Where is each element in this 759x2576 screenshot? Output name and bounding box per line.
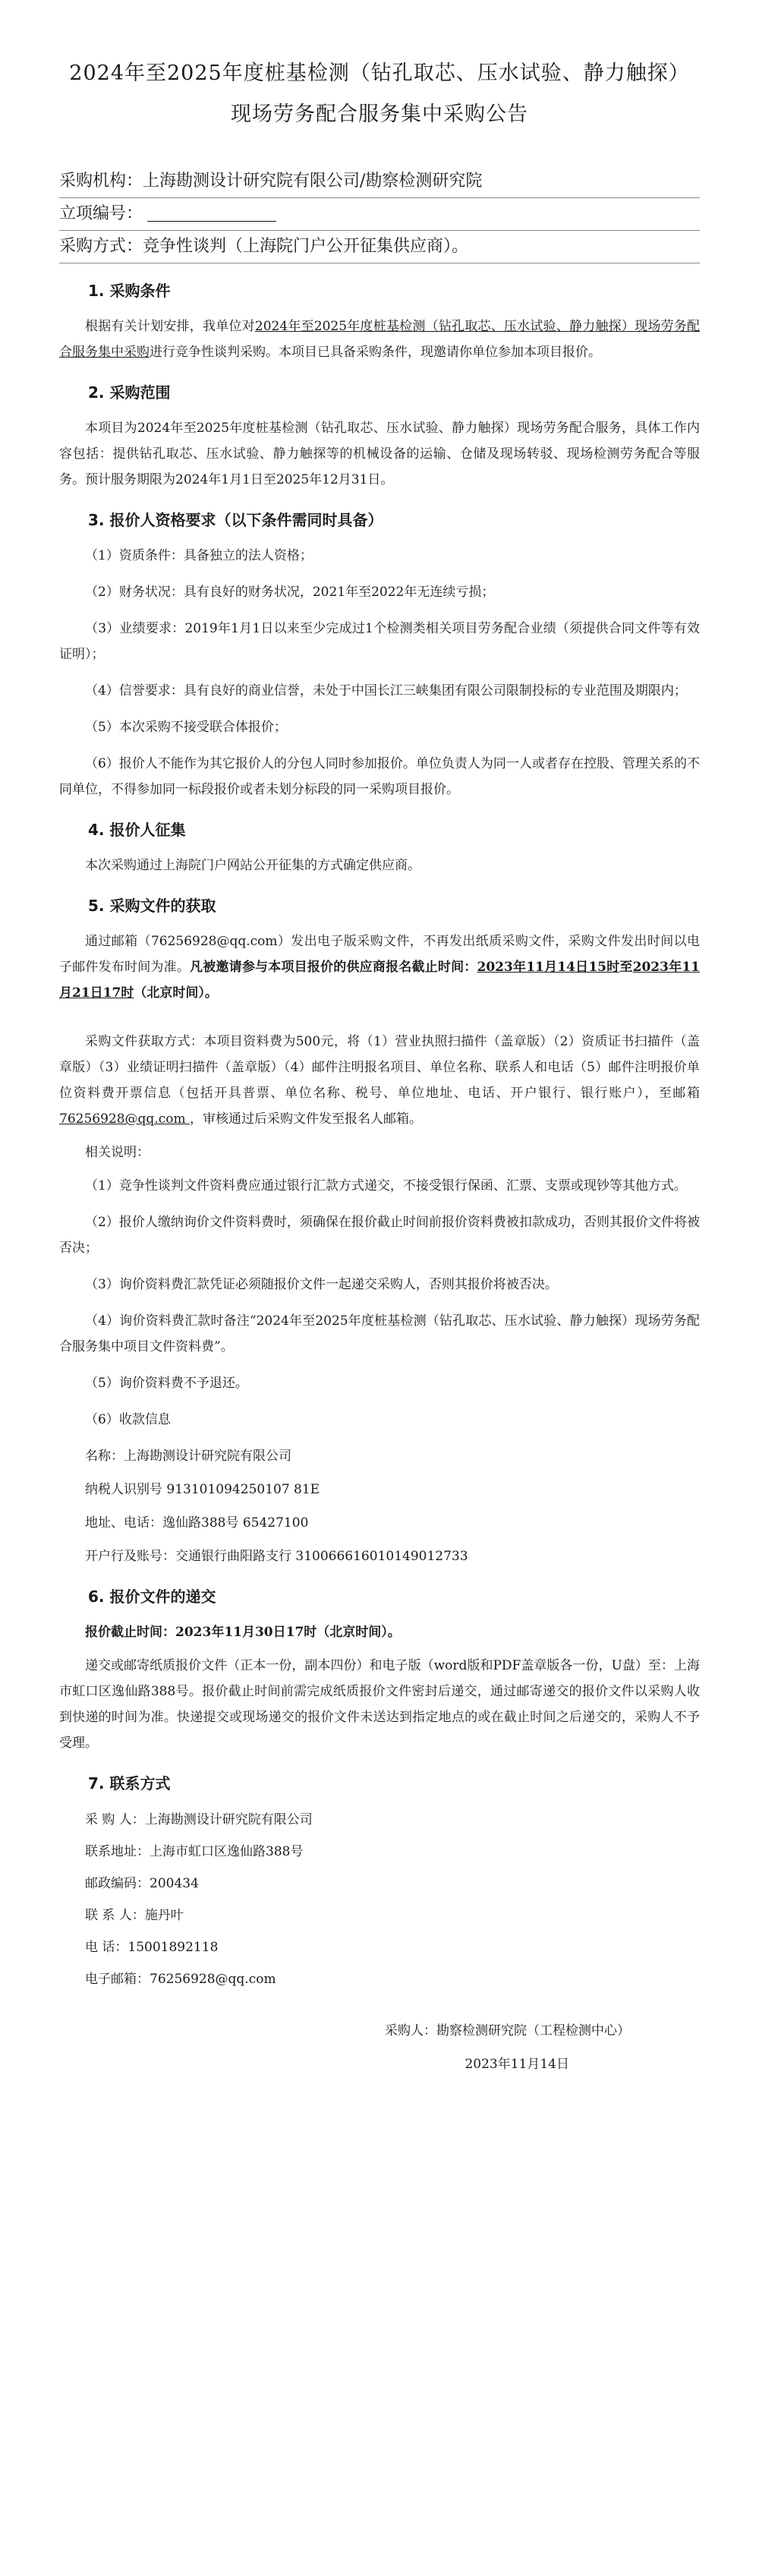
bank-tax-id: 纳税人识别号 913101094250107 81E [85,1482,320,1497]
note-item: （1）竞争性谈判文件资料费应通过银行汇款方式递交，不接受银行保函、汇票、支票或现钞等其他方式。 [85,1178,687,1193]
signature-org: 采购人：勘察检测研究院（工程检测中心） [385,2023,630,2038]
contact-row [85,1870,700,1897]
section-2-paragraph: 本项目为2024年至2025年度桩基检测（钻孔取芯、压水试验、静力触探）现场劳务配合服务，具体工作内容包括：提供钻孔取芯、压水试验、静力触探等的机械设备的运输、仓储及现场转驳、现场检测劳务配合等服务。预计服务期限为2024年1月1日至2025年12月31日。 [59,421,700,487]
bank-account: 开户行及账号：交通银行曲阳路支行 310066616010149012733 [85,1549,468,1564]
s5-bold-text: 凡被邀请参与本项目报价的供应商报名截止时间： [190,960,477,975]
section-4-title: 4. 报价人征集 [88,821,186,839]
qualification-item: （6）报价人不能作为其它报价人的分包人同时参加报价。单位负责人为同一人或者存在控股、管理关系的不同单位，不得参加同一标段报价或者未划分标段的同一采购项目报价。 [59,756,700,797]
section-1-title: 1. 采购条件 [88,282,171,300]
notes-title: 相关说明： [85,1145,150,1160]
contact-row [85,1838,700,1865]
s5-p2-pre: 采购文件获取方式：本项目资料费为500元，将（1）营业执照扫描件（盖章版）（2）资质证书扫描件（盖章版）（3）业绩证明扫描件（盖章版）（4）邮件注明报名项目、单位名称、联系人和电话（5）邮件注明报价单位资料费开票信息（包括开具普票、单位名称、税号、单位地址、电话、开户银行、银行账户），至邮箱 [59,1034,700,1101]
s5-p2-post: ，审核通过后采购文件发至报名人邮箱。 [189,1111,422,1127]
note-item: （2）报价人缴纳询价文件资料费时，须确保在报价截止时间前报价资料费被扣款成功，否则其报价文件将被否决； [59,1215,700,1256]
qualification-item: （3）业绩要求：2019年1月1日以来至少完成过1个检测类相关项目劳务配合业绩（须提供合同文件等有效证明）； [59,621,700,662]
contact-row [85,1934,700,1961]
section-1-paragraph [59,314,700,365]
contact-key: 邮政编码： [85,1876,150,1891]
s5-text-pre: 通过邮箱（76256928@qq.com）发出电子版采购文件，不再发出纸质采购文件，采购文件发出时间以电子邮件发布时间为准。 [59,934,700,975]
page-title: 2024年至2025年度桩基检测（钻孔取芯、压水试验、静力触探）现场劳务配合服务集中采购公告 [69,61,690,126]
note-item: （3）询价资料费汇款凭证必须随报价文件一起递交采购人，否则其报价将被否决。 [85,1277,558,1292]
s5-to: 至 [619,960,633,975]
bank-address: 地址、电话：逸仙路388号 65427100 [85,1515,309,1531]
contact-value: 上海勘测设计研究院有限公司 [144,1812,313,1827]
bank-name: 名称：上海勘测设计研究院有限公司 [85,1449,291,1464]
note-item: （6）收款信息 [85,1412,171,1427]
qualification-item: （4）信誉要求：具有良好的商业信誉，未处于中国长江三峡集团有限公司限制投标的专业范围及期限内； [85,683,687,698]
contact-key: 电 话： [85,1940,128,1955]
section-5-paragraph-2 [59,1029,700,1132]
s1-project-name: 2024年至2025年度桩基检测（钻孔取芯、压水试验、静力触探）现场劳务配合服务集中采购 [59,319,701,360]
registration-start-date: 2023年11月14日15时 [477,960,620,975]
note-item: （4）询价资料费汇款时备注“2024年至2025年度桩基检测（钻孔取芯、压水试验、静力触探）现场劳务配合服务集中项目文件资料费”。 [59,1313,700,1354]
contact-key: 联系地址： [85,1844,150,1859]
email-link[interactable]: 76256928@qq.com [59,1111,190,1127]
contact-row [85,1806,700,1833]
signature-date: 2023年11月14日 [465,2057,569,2072]
section-6-title: 6. 报价文件的递交 [88,1588,216,1606]
section-3-title: 3. 报价人资格要求（以下条件需同时具备） [88,511,383,529]
qualification-item: （5）本次采购不接受联合体报价； [85,720,287,735]
qualification-item: （1）资质条件：具备独立的法人资格； [85,548,313,563]
section-4-paragraph: 本次采购通过上海院门户网站公开征集的方式确定供应商。 [85,858,420,873]
note-item: （5）询价资料费不予退还。 [85,1376,248,1391]
contact-key: 电子邮箱： [85,1972,150,1987]
s1-text-post: 进行竞争性谈判采购。本项目已具备采购条件，现邀请你单位参加本项目报价。 [150,345,601,360]
project-number-blank [147,203,276,222]
section-2-title: 2. 采购范围 [88,383,171,402]
registration-end-date: 2023年11月21日17时 [59,960,701,1001]
project-number-label: 立项编号： [59,204,143,223]
section-5-title: 5. 采购文件的获取 [88,897,216,915]
contact-value: 施丹叶 [144,1908,184,1923]
purchaser-line: 采购机构：上海勘测设计研究院有限公司/勘察检测研究院 [59,166,700,198]
contact-key: 采 购 人： [85,1812,145,1827]
contact-row [85,1902,700,1929]
s5-tail: （北京时间）。 [134,985,218,1001]
s1-text-pre: 根据有关计划安排，我单位对 [85,319,255,334]
project-number-line [59,198,700,231]
contact-value: 15001892118 [128,1940,219,1955]
qualification-item: （2）财务状况：具有良好的财务状况，2021年至2022年无连续亏损； [85,585,495,600]
contact-value: 上海市虹口区逸仙路388号 [150,1844,304,1859]
section-6-paragraph: 递交或邮寄纸质报价文件（正本一份，副本四份）和电子版（word版和PDF盖章版各一份，U盘）至：上海市虹口区逸仙路388号。报价截止时间前需完成纸质报价文件密封后递交，通过邮寄递交的报价文件以采购人收到快递的时间为准。快递提交或现场递交的报价文件未送达到指定地点的或在截止时间之后递交的，采购人不予受理。 [59,1658,700,1751]
section-5-paragraph-1 [59,929,700,1006]
contact-key: 联 系 人： [85,1908,145,1923]
contact-email[interactable]: 76256928@qq.com [150,1972,276,1987]
section-7-title: 7. 联系方式 [88,1774,171,1792]
method-line: 采购方式：竞争性谈判（上海院门户公开征集供应商）。 [59,231,700,263]
contact-row [85,1966,700,1993]
contact-value: 200434 [150,1876,199,1891]
submission-deadline: 报价截止时间：2023年11月30日17时（北京时间）。 [85,1625,401,1640]
